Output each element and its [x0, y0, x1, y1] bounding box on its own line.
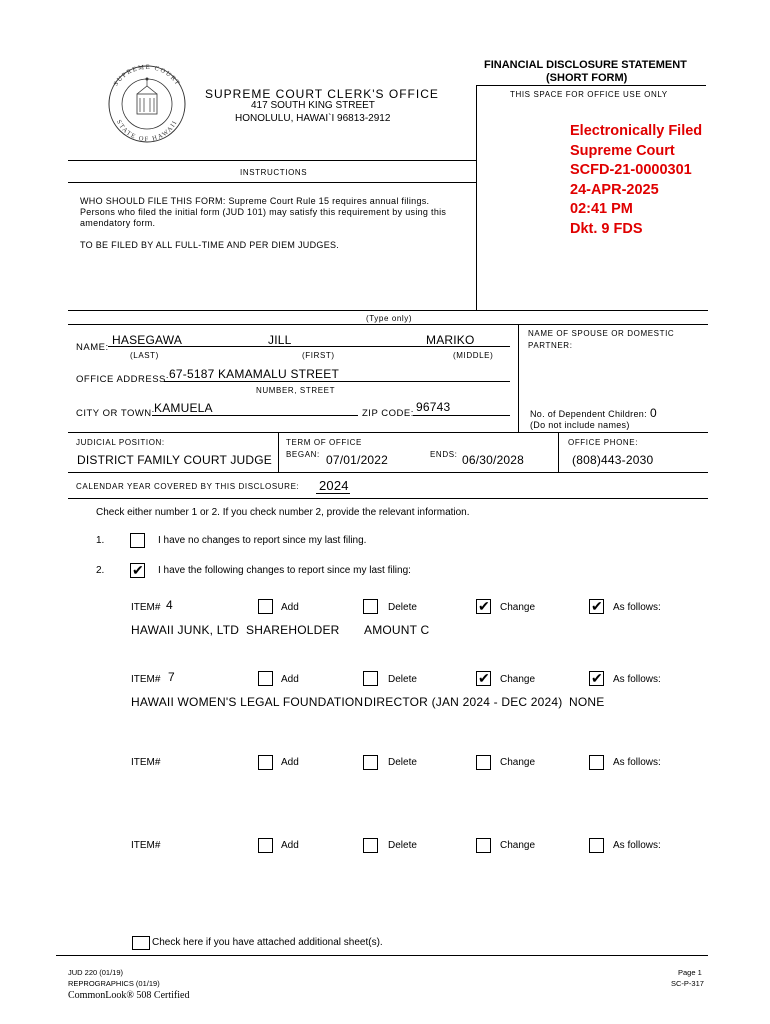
- judicial-position-field[interactable]: DISTRICT FAMILY COURT JUDGE: [77, 453, 272, 467]
- office-use-divider: [476, 85, 477, 310]
- first-caption: (FIRST): [302, 351, 335, 360]
- section-rule-4: [68, 472, 708, 473]
- option-2-check-icon: ✔: [132, 562, 144, 578]
- ends-field[interactable]: 06/30/2028: [462, 453, 525, 467]
- seal-text-bottom: STATE OF HAWAII: [114, 118, 180, 144]
- item-detail-2[interactable]: SHAREHOLDER: [246, 623, 340, 637]
- add-label: Add: [281, 602, 299, 613]
- type-only-note: (Type only): [366, 314, 413, 323]
- add-checkbox[interactable]: [258, 838, 273, 853]
- reprographics: REPROGRAPHICS (01/19): [68, 979, 160, 988]
- delete-checkbox[interactable]: [363, 755, 378, 770]
- address-line-2: HONOLULU, HAWAI`I 96813-2912: [235, 113, 391, 124]
- address-underline: [164, 381, 510, 382]
- change-checkbox[interactable]: [476, 755, 491, 770]
- middle-caption: (MIDDLE): [453, 351, 494, 360]
- option-2-text: I have the following changes to report since my last filing:: [158, 565, 411, 576]
- year-underline: [316, 493, 350, 494]
- delete-label: Delete: [388, 840, 417, 851]
- item-number-field[interactable]: 4: [166, 598, 173, 612]
- as-follows-label: As follows:: [613, 674, 661, 685]
- certified-note: CommonLook® 508 Certified: [68, 990, 190, 1001]
- add-label: Add: [281, 757, 299, 768]
- stamp-line-4: 24-APR-2025: [570, 181, 659, 198]
- spouse-divider: [518, 324, 519, 432]
- item-detail-4[interactable]: NONE: [569, 695, 605, 709]
- year-field[interactable]: 2024: [319, 478, 349, 493]
- section-rule-5: [68, 498, 708, 499]
- change-label: Change: [500, 757, 536, 768]
- city-label: CITY OR TOWN:: [76, 408, 155, 419]
- office-name: SUPREME COURT CLERK'S OFFICE: [205, 87, 439, 101]
- item-label: ITEM#: [131, 840, 161, 851]
- form-id: JUD 220 (01/19): [68, 968, 124, 977]
- stamp-line-6: Dkt. 9 FDS: [570, 220, 643, 237]
- as-follows-label: As follows:: [613, 757, 661, 768]
- option-1-checkbox[interactable]: [130, 533, 145, 548]
- began-field[interactable]: 07/01/2022: [326, 453, 389, 467]
- add-checkbox[interactable]: [258, 599, 273, 614]
- instructions-top-rule: [68, 160, 476, 161]
- began-label: BEGAN:: [286, 450, 320, 459]
- form-title: FINANCIAL DISCLOSURE STATEMENT: [484, 59, 687, 71]
- name-label: NAME:: [76, 342, 109, 353]
- as-follows-checkbox[interactable]: [589, 599, 604, 614]
- add-checkbox[interactable]: [258, 671, 273, 686]
- delete-checkbox[interactable]: [363, 599, 378, 614]
- option-1-number: 1.: [96, 535, 105, 546]
- instructions-heading: INSTRUCTIONS: [240, 168, 308, 177]
- office-use-label: THIS SPACE FOR OFFICE USE ONLY: [510, 90, 668, 99]
- add-label: Add: [281, 674, 299, 685]
- dependents-note: (Do not include names): [530, 420, 630, 430]
- delete-checkbox[interactable]: [363, 838, 378, 853]
- office-address-label: OFFICE ADDRESS:: [76, 374, 170, 385]
- change-checkbox[interactable]: [476, 838, 491, 853]
- delete-label: Delete: [388, 602, 417, 613]
- change-label: Change: [500, 840, 536, 851]
- item-number-field[interactable]: 7: [168, 670, 175, 684]
- section-rule-3: [68, 432, 708, 433]
- address-line-1: 417 SOUTH KING STREET: [251, 100, 375, 111]
- electronic-filing-stamp: [570, 122, 702, 239]
- instructions-line-3: amendatory form.: [80, 218, 156, 228]
- stamp-line-3: SCFD-21-0000301: [570, 162, 692, 178]
- item-detail-1[interactable]: HAWAII JUNK, LTD: [131, 623, 240, 637]
- city-field[interactable]: KAMUELA: [154, 401, 213, 415]
- middle-name-field[interactable]: MARIKO: [426, 333, 475, 347]
- last-caption: (LAST): [130, 351, 159, 360]
- stamp-line-5: 02:41 PM: [570, 201, 633, 217]
- term-label: TERM OF OFFICE: [286, 438, 362, 447]
- zip-field[interactable]: 96743: [416, 400, 451, 414]
- item-label: ITEM#: [131, 757, 161, 768]
- section-rule-2: [68, 324, 708, 325]
- change-label: Change: [500, 602, 536, 613]
- court-seal-icon: [100, 64, 194, 144]
- instructions-line-1: WHO SHOULD FILE THIS FORM: Supreme Court Rule 15 requires annual filings.: [80, 196, 430, 206]
- change-label: Change: [500, 674, 536, 685]
- stamp-line-1: Electronically Filed: [570, 123, 703, 139]
- dependents-field[interactable]: 0: [650, 406, 657, 420]
- delete-label: Delete: [388, 674, 417, 685]
- as-follows-check-icon: ✔: [591, 670, 603, 686]
- office-address-field[interactable]: 67-5187 KAMAMALU STREET: [169, 367, 339, 381]
- dependents-label: No. of Dependent Children:: [530, 409, 647, 419]
- item-label: ITEM#: [131, 674, 161, 685]
- zip-underline: [413, 415, 510, 416]
- item-detail-1[interactable]: HAWAII WOMEN'S LEGAL FOUNDATION: [131, 695, 364, 709]
- zip-label: ZIP CODE:: [362, 408, 414, 419]
- instructions-line-2: Persons who filed the initial form (JUD 101) may satisfy this requirement by using this: [80, 207, 447, 217]
- as-follows-checkbox[interactable]: [589, 671, 604, 686]
- header-rule: [476, 85, 706, 86]
- stamp-line-2: Supreme Court: [570, 142, 675, 159]
- section-rule-1: [68, 310, 708, 311]
- as-follows-checkbox[interactable]: [589, 838, 604, 853]
- year-label: CALENDAR YEAR COVERED BY THIS DISCLOSURE:: [76, 482, 300, 491]
- judicial-position-label: JUDICIAL POSITION:: [76, 438, 165, 447]
- phone-label: OFFICE PHONE:: [568, 438, 639, 447]
- city-underline: [152, 415, 358, 416]
- first-name-field[interactable]: JILL: [268, 333, 292, 347]
- change-checkbox[interactable]: [476, 671, 491, 686]
- option-1-text: I have no changes to report since my last filing.: [158, 535, 367, 546]
- form-code: SC-P-317: [671, 979, 704, 988]
- attached-sheets-checkbox[interactable]: [132, 936, 150, 950]
- change-check-icon: ✔: [478, 598, 490, 614]
- option-2-number: 2.: [96, 565, 105, 576]
- attached-sheets-text: Check here if you have attached additional sheet(s).: [152, 937, 383, 948]
- spouse-label-1: NAME OF SPOUSE OR DOMESTIC: [528, 329, 675, 338]
- form-subtitle: (SHORT FORM): [546, 72, 628, 84]
- as-follows-label: As follows:: [613, 602, 661, 613]
- add-checkbox[interactable]: [258, 755, 273, 770]
- delete-checkbox[interactable]: [363, 671, 378, 686]
- instructions-line-4: TO BE FILED BY ALL FULL-TIME AND PER DIEM JUDGES.: [80, 240, 340, 250]
- item-label: ITEM#: [131, 602, 161, 613]
- as-follows-label: As follows:: [613, 840, 661, 851]
- name-underline: [108, 346, 510, 347]
- footer-rule: [56, 955, 708, 956]
- as-follows-check-icon: ✔: [591, 598, 603, 614]
- ends-label: ENDS:: [430, 450, 458, 459]
- delete-label: Delete: [388, 757, 417, 768]
- as-follows-checkbox[interactable]: [589, 755, 604, 770]
- page-number: Page 1: [678, 968, 702, 977]
- phone-field[interactable]: (808)443-2030: [572, 453, 654, 467]
- seal-text-top: SUPREME COURT: [112, 64, 182, 88]
- instructions-under-rule: [68, 182, 476, 183]
- svg-text:STATE OF HAWAII: [115, 119, 179, 143]
- add-label: Add: [281, 840, 299, 851]
- options-instruction: Check either number 1 or 2. If you check number 2, provide the relevant information.: [96, 507, 470, 518]
- change-checkbox[interactable]: [476, 599, 491, 614]
- phone-divider: [558, 432, 559, 472]
- option-2-checkbox[interactable]: [130, 563, 145, 578]
- item-detail-3[interactable]: AMOUNT C: [364, 623, 430, 637]
- spouse-label-2: PARTNER:: [528, 341, 573, 350]
- last-name-field[interactable]: HASEGAWA: [112, 333, 183, 347]
- change-check-icon: ✔: [478, 670, 490, 686]
- number-street-caption: NUMBER, STREET: [256, 386, 336, 395]
- item-detail-3[interactable]: DIRECTOR (JAN 2024 - DEC 2024): [364, 695, 563, 709]
- position-divider: [278, 432, 279, 472]
